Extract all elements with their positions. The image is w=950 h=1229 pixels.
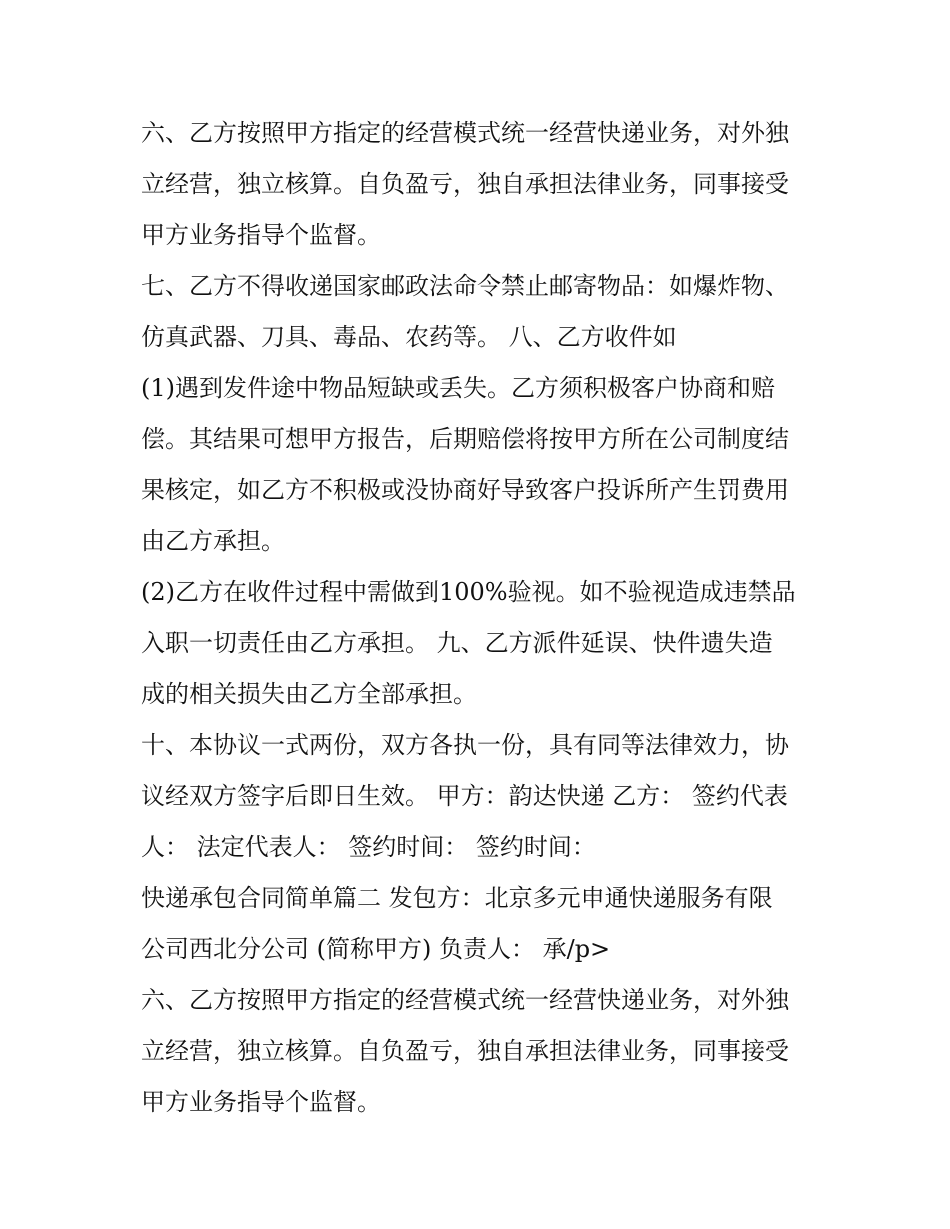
text-line-7: 偿。其结果可想甲方报告，后期赔偿将按甲方所在公司制度结: [141, 425, 789, 453]
text-line-11: 入职一切责任由乙方承担。 九、乙方派件延误、快件遗失造: [141, 629, 773, 657]
text-line-13: 十、本协议一式两份，双方各执一份，具有同等法律效力，协: [141, 731, 789, 759]
text-line-16: 快递承包合同简单篇二 发包方：北京多元申通快递服务有限: [141, 884, 773, 912]
text-line-1: 六、乙方按照甲方指定的经营模式统一经营快递业务，对外独: [141, 119, 789, 147]
text-line-12: 成的相关损失由乙方全部承担。: [141, 680, 477, 708]
text-line-15: 人： 法定代表人： 签约时间： 签约时间：: [141, 833, 596, 861]
text-line-5: 仿真武器、刀具、毒品、农药等。 八、乙方收件如: [141, 323, 677, 351]
text-line-3: 甲方业务指导个监督。: [141, 221, 381, 249]
text-line-18: 六、乙方按照甲方指定的经营模式统一经营快递业务，对外独: [141, 986, 789, 1014]
text-line-8: 果核定，如乙方不积极或没协商好导致客户投诉所产生罚费用: [141, 476, 789, 504]
text-line-17: 公司西北分公司 (简称甲方) 负责人： 承/p>: [141, 935, 611, 963]
text-line-14: 议经双方签字后即日生效。 甲方：韵达快递 乙方： 签约代表: [141, 782, 788, 810]
text-line-19: 立经营，独立核算。自负盈亏，独自承担法律业务，同事接受: [141, 1037, 789, 1065]
document-body: [141, 108, 831, 1128]
text-line-2: 立经营，独立核算。自负盈亏，独自承担法律业务，同事接受: [141, 170, 789, 198]
text-line-10: (2)乙方在收件过程中需做到100%验视。如不验视造成违禁品: [141, 578, 796, 606]
text-line-6: (1)遇到发件途中物品短缺或丢失。乙方须积极客户协商和赔: [141, 374, 775, 402]
text-line-9: 由乙方承担。: [141, 527, 285, 555]
text-line-4: 七、乙方不得收递国家邮政法命令禁止邮寄物品：如爆炸物、: [141, 272, 789, 300]
text-line-20: 甲方业务指导个监督。: [141, 1088, 381, 1116]
